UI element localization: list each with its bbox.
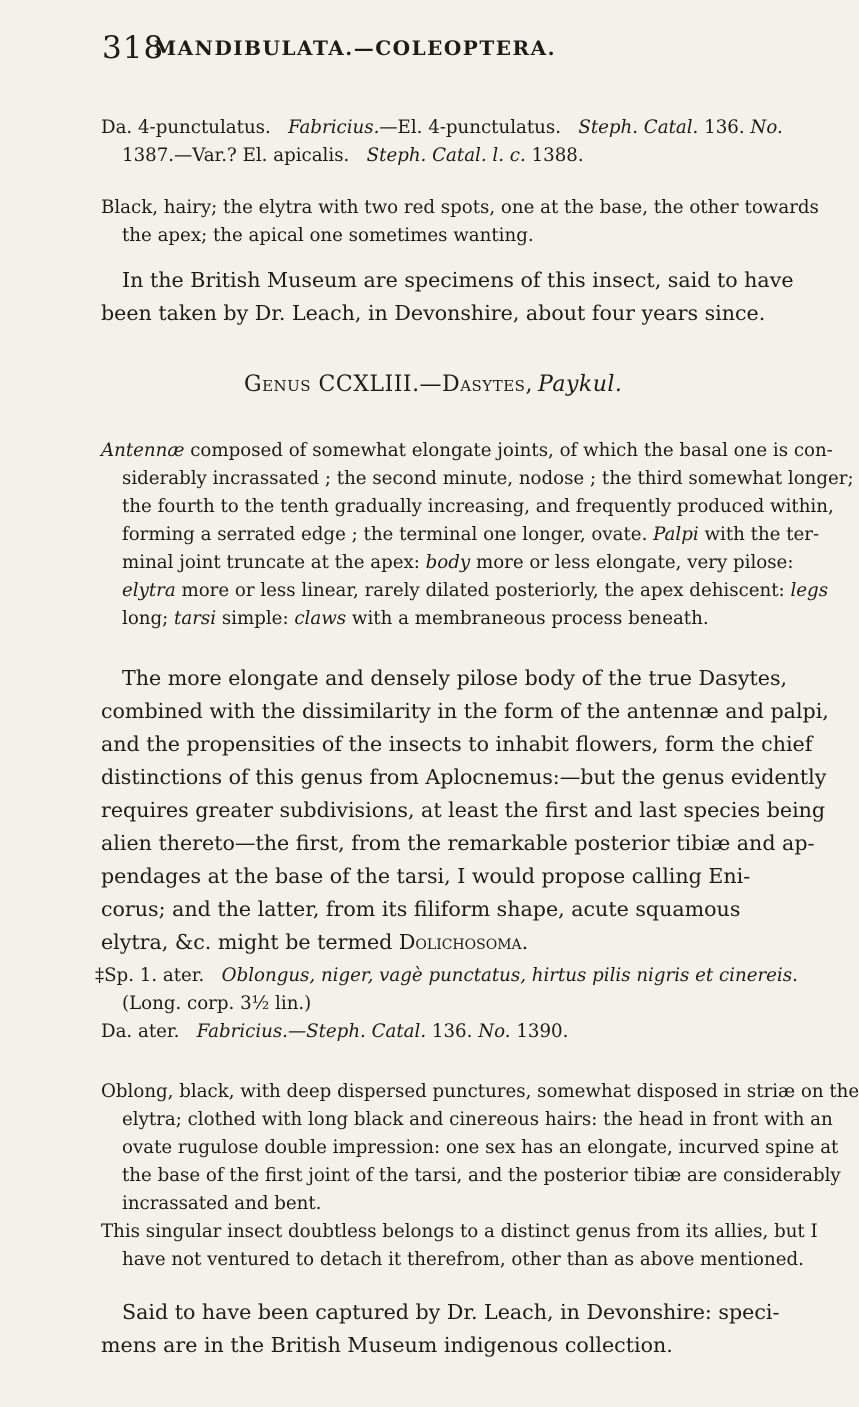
text-line: ‡Sp. 1. ater. Oblongus, niger, vagè punctatus, hirtus pilis nigris et cinereis. xyxy=(95,965,798,986)
species-description xyxy=(101,1078,859,1274)
text-line: This singular insect doubtless belongs to a distinct genus from its allies, but I xyxy=(101,1221,818,1242)
habitat-note xyxy=(101,1296,780,1362)
genus-heading: Genus CCXLIII.—Dasytes, Paykul. xyxy=(244,372,623,397)
text-line: the fourth to the tenth gradually increasing, and frequently produced within, xyxy=(122,496,834,517)
text-line: been taken by Dr. Leach, in Devonshire, about four years since. xyxy=(101,301,766,325)
species-entry xyxy=(95,962,798,1046)
text-line: distinctions of this genus from Aplocnemus:—but the genus evidently xyxy=(101,765,827,789)
running-head: MANDIBULATA.—COLEOPTERA. xyxy=(154,36,557,60)
text-line: ovate rugulose double impression: one sex has an elongate, incurved spine at xyxy=(122,1137,839,1158)
genus-characters xyxy=(101,437,854,633)
text-line: pendages at the base of the tarsi, I would propose calling Eni- xyxy=(101,864,751,888)
species-description xyxy=(101,194,819,250)
synonymy xyxy=(101,114,783,170)
text-line: The more elongate and densely pilose body of the true Dasytes, xyxy=(122,666,788,690)
text-line: combined with the dissimilarity in the form of the antennæ and palpi, xyxy=(101,699,829,723)
text-line: siderably incrassated ; the second minute, nodose ; the third somewhat longer; xyxy=(122,468,854,489)
synonymy-line: Da. 4-punctulatus. Fabricius.—El. 4-punctulatus. Steph. Catal. 136. No. xyxy=(101,117,783,138)
text-line: incrassated and bent. xyxy=(122,1193,322,1214)
text-line: have not ventured to detach it therefrom, other than as above mentioned. xyxy=(122,1249,804,1270)
text-line: Oblong, black, with deep dispersed punctures, somewhat disposed in striæ on the xyxy=(101,1081,859,1102)
text-line: and the propensities of the insects to inhabit flowers, form the chief xyxy=(101,732,813,756)
text-line: (Long. corp. 3½ lin.) xyxy=(122,993,312,1014)
text-line: alien thereto—the first, from the remarkable posterior tibiæ and ap- xyxy=(101,831,815,855)
text-line: the base of the first joint of the tarsi, and the posterior tibiæ are considerably xyxy=(122,1165,841,1186)
text-line: long; tarsi simple: claws with a membraneous process beneath. xyxy=(122,608,709,629)
text-line: elytra more or less linear, rarely dilated posteriorly, the apex dehiscent: legs xyxy=(122,580,829,601)
habitat-note xyxy=(101,264,794,330)
text-line: requires greater subdivisions, at least the first and last species being xyxy=(101,798,826,822)
text-line: forming a serrated edge ; the terminal one longer, ovate. Palpi with the ter- xyxy=(122,524,820,545)
text-line: Black, hairy; the elytra with two red spots, one at the base, the other towards xyxy=(101,197,819,218)
text-line: Said to have been captured by Dr. Leach, in Devonshire: speci- xyxy=(122,1300,780,1324)
page-number: 318 xyxy=(102,30,165,66)
text-line: mens are in the British Museum indigenous collection. xyxy=(101,1333,673,1357)
text-line: elytra; clothed with long black and cinereous hairs: the head in front with an xyxy=(122,1109,833,1130)
text-line: corus; and the latter, from its filiform shape, acute squamous xyxy=(101,897,741,921)
text-line: In the British Museum are specimens of this insect, said to have xyxy=(122,268,794,292)
text-line: minal joint truncate at the apex: body more or less elongate, very pilose: xyxy=(122,552,794,573)
genus-discussion xyxy=(101,662,829,959)
synonymy-line: 1387.—Var.? El. apicalis. Steph. Catal. l. c. 1388. xyxy=(122,145,584,166)
text-line: Da. ater. Fabricius.—Steph. Catal. 136. No. 1390. xyxy=(101,1021,569,1042)
text-line: Antennæ composed of somewhat elongate joints, of which the basal one is con- xyxy=(101,440,833,461)
page-header xyxy=(102,30,742,70)
text-line: the apex; the apical one sometimes wanting. xyxy=(122,225,534,246)
text-line: elytra, &c. might be termed Dolichosoma. xyxy=(101,930,529,954)
